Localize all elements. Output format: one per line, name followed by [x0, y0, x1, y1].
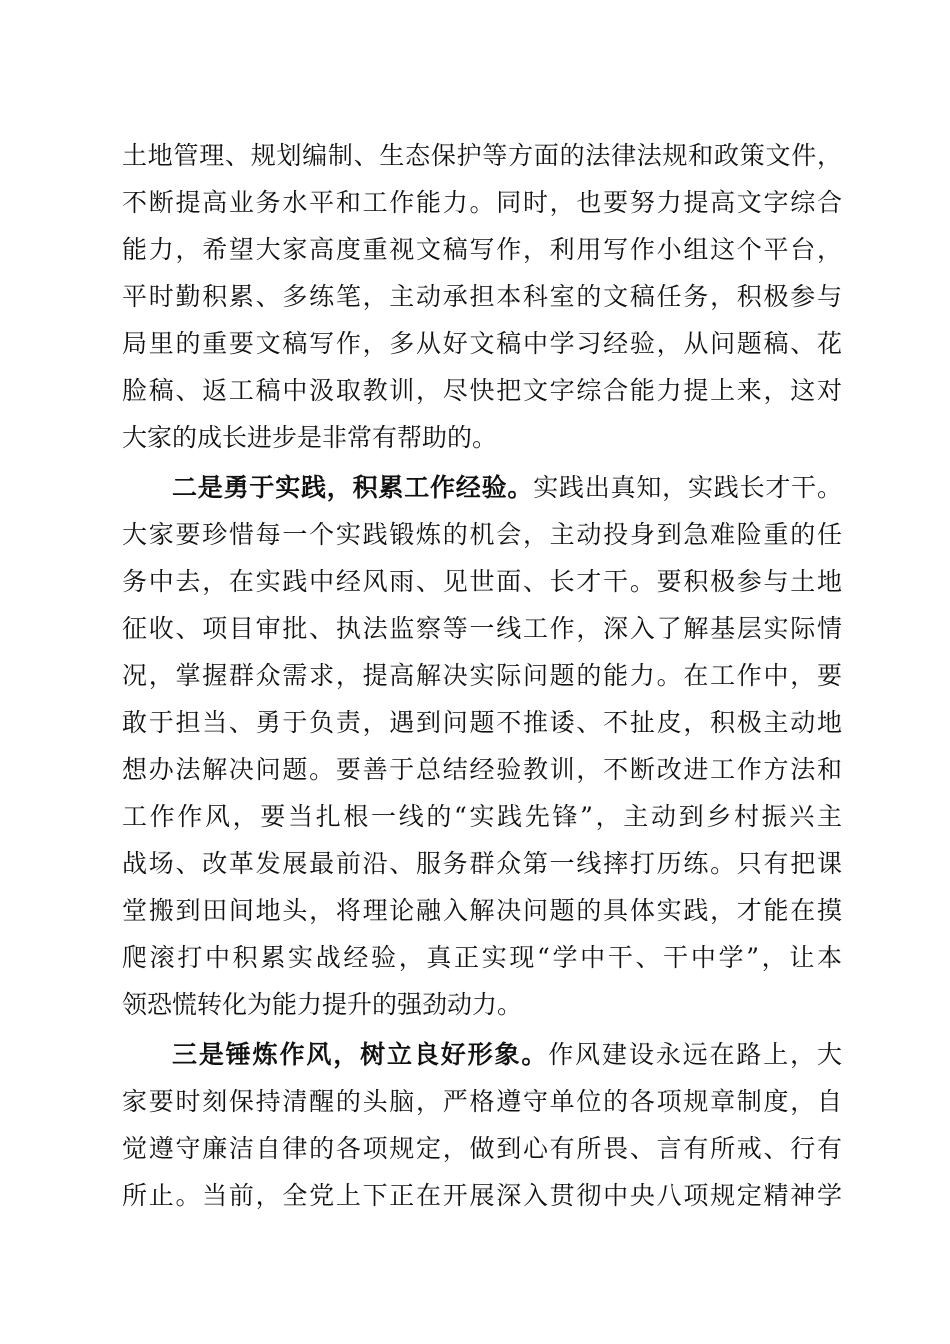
- text-line: 觉遵守廉洁自律的各项规定，做到心有所畏、言有所戒、行有: [122, 1134, 842, 1163]
- body-text: [122, 132, 842, 1219]
- text-run: 作风建设永远在路上，大: [548, 1040, 842, 1069]
- text-line: 所止。当前，全党上下正在开展深入贯彻中央八项规定精神学: [122, 1181, 842, 1210]
- text-line: 平时勤积累、多练笔，主动承担本科室的文稿任务，积极参与: [122, 282, 842, 311]
- text-line: 况，掌握群众需求，提高解决实际问题的能力。在工作中，要: [122, 661, 842, 690]
- paragraph-heading: 二是勇于实践，积累工作经验。: [172, 473, 534, 502]
- paragraph-2: [122, 464, 842, 1028]
- text-line: 脸稿、返工稿中汲取教训，尽快把文字综合能力提上来，这对: [122, 376, 842, 405]
- text-line: 土地管理、规划编制、生态保护等方面的法律法规和政策文件，: [122, 141, 842, 170]
- paragraph-heading: 三是锤炼作风，树立良好形象。: [172, 1040, 549, 1069]
- text-line: 大家要珍惜每一个实践锻炼的机会，主动投身到急难险重的任: [122, 520, 842, 549]
- text-line: 局里的重要文稿写作，多从好文稿中学习经验，从问题稿、花: [122, 329, 842, 358]
- text-line: 工作作风，要当扎根一线的“实践先锋”，主动到乡村振兴主: [122, 802, 842, 831]
- text-line: 不断提高业务水平和工作能力。同时，也要努力提高文字综合: [122, 188, 842, 217]
- text-line: 战场、改革发展最前沿、服务群众第一线摔打历练。只有把课: [122, 849, 842, 878]
- text-line: 领恐慌转化为能力提升的强劲动力。: [122, 990, 523, 1019]
- text-run: 实践出真知，实践长才干。: [533, 473, 842, 502]
- text-line: 家要时刻保持清醒的头脑，严格遵守单位的各项规章制度，自: [122, 1087, 842, 1116]
- text-line: 想办法解决问题。要善于总结经验教训，不断改进工作方法和: [122, 755, 842, 784]
- text-line-first: [122, 1031, 842, 1078]
- text-line-first: [122, 464, 842, 511]
- text-line: 务中去，在实践中经风雨、见世面、长才干。要积极参与土地: [122, 567, 842, 596]
- text-line: 堂搬到田间地头，将理论融入解决问题的具体实践，才能在摸: [122, 896, 842, 925]
- text-line: 敢于担当、勇于负责，遇到问题不推诿、不扯皮，积极主动地: [122, 708, 842, 737]
- paragraph-1: [122, 132, 842, 461]
- text-line: 爬滚打中积累实战经验，真正实现“学中干、干中学”，让本: [122, 943, 842, 972]
- text-line: 能力，希望大家高度重视文稿写作，利用写作小组这个平台，: [122, 235, 842, 264]
- text-line: 大家的成长进步是非常有帮助的。: [122, 423, 498, 452]
- text-line: 征收、项目审批、执法监察等一线工作，深入了解基层实际情: [122, 614, 842, 643]
- paragraph-3: [122, 1031, 842, 1219]
